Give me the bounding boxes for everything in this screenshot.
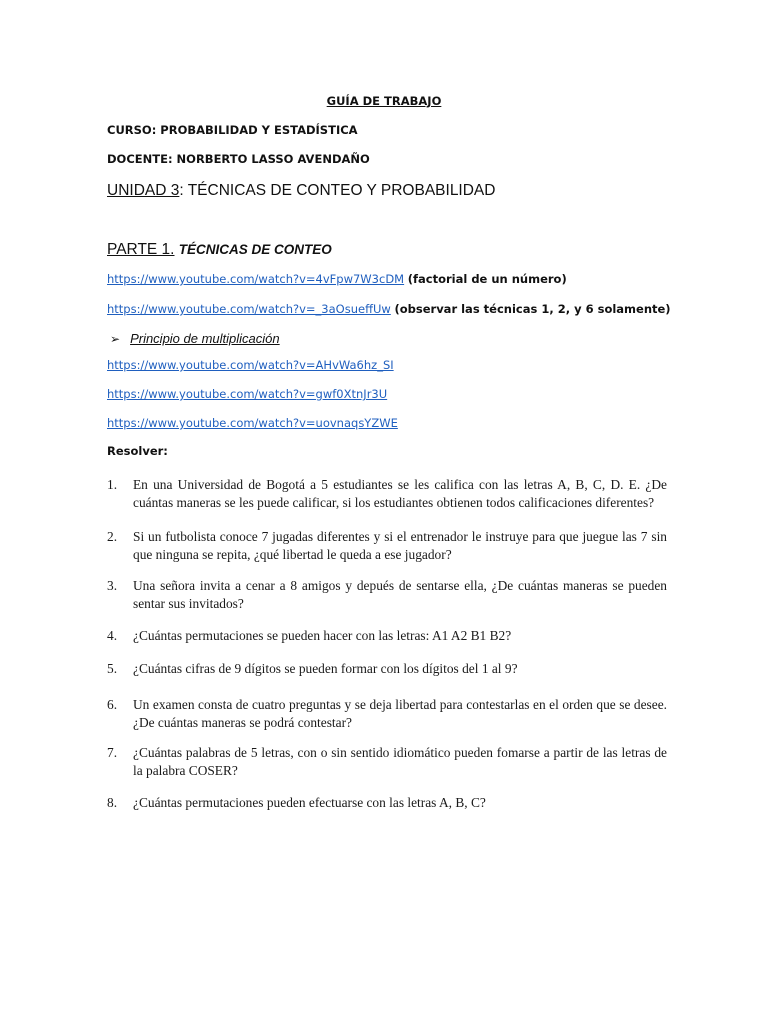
- item-text: ¿Cuántas permutaciones pueden efectuarse con las letras A, B, C?: [133, 795, 486, 810]
- resolver-label: Resolver:: [107, 444, 168, 458]
- youtube-link[interactable]: https://www.youtube.com/watch?v=gwf0XtnJr3U: [107, 387, 388, 401]
- link-line: [107, 272, 567, 286]
- list-item: [107, 476, 667, 512]
- list-item: [107, 528, 667, 564]
- list-item: [107, 696, 667, 732]
- link-line: [107, 302, 671, 316]
- item-number: 8.: [107, 795, 118, 810]
- youtube-link[interactable]: https://www.youtube.com/watch?v=4vFpw7W3cDM: [107, 272, 405, 286]
- youtube-link[interactable]: https://www.youtube.com/watch?v=_3aOsueffUw: [107, 302, 391, 316]
- link-line: [107, 358, 394, 372]
- document-title: GUÍA DE TRABAJO: [326, 94, 442, 108]
- item-text: Si un futbolista conoce 7 jugadas diferentes y si el entrenador le instruye para que juegue las 7 sin que ninguna se repita, ¿qué libertad le queda a ese jugador?: [133, 529, 667, 562]
- list-item: [107, 794, 667, 812]
- unit-number: UNIDAD 3: [107, 182, 180, 199]
- youtube-link[interactable]: https://www.youtube.com/watch?v=AHvWa6hz_SI: [107, 358, 394, 372]
- item-number: 5.: [107, 661, 118, 676]
- bullet-text: Principio de multiplicación: [130, 331, 280, 346]
- item-text: ¿Cuántas palabras de 5 letras, con o sin sentido idiomático pueden fomarse a partir de las letras de la palabra COSER?: [133, 745, 667, 778]
- list-item: [107, 744, 667, 780]
- part-number: PARTE 1.: [107, 241, 175, 258]
- link-note: (factorial de un número): [407, 272, 567, 286]
- course-line: CURSO: PROBABILIDAD Y ESTADÍSTICA: [107, 123, 358, 137]
- item-text: ¿Cuántas cifras de 9 dígitos se pueden formar con los dígitos del 1 al 9?: [133, 661, 518, 676]
- list-item: [107, 627, 667, 645]
- item-text: Una señora invita a cenar a 8 amigos y depués de sentarse ella, ¿De cuántas maneras se pueden sentar sus invitados?: [133, 578, 667, 611]
- unit-title: : TÉCNICAS DE CONTEO Y PROBABILIDAD: [179, 182, 496, 199]
- youtube-link[interactable]: https://www.youtube.com/watch?v=uovnaqsYZWE: [107, 416, 398, 430]
- link-line: [107, 416, 398, 430]
- item-number: 4.: [107, 628, 118, 643]
- unit-heading: [107, 182, 495, 200]
- item-number: 7.: [107, 745, 118, 760]
- item-number: 6.: [107, 697, 118, 712]
- link-note: (observar las técnicas 1, 2, y 6 solamente): [394, 302, 671, 316]
- list-item: [107, 577, 667, 613]
- arrow-bullet-icon: ➢: [110, 332, 121, 346]
- item-text: En una Universidad de Bogotá a 5 estudiantes se les califica con las letras A, B, C, D. E. ¿De cuántas maneras se les puede calificar, si los estudiantes obtienen todos calificaciones diferentes?: [133, 477, 667, 510]
- item-number: 2.: [107, 529, 118, 544]
- item-number: 3.: [107, 578, 118, 593]
- list-item: [107, 660, 667, 678]
- item-text: ¿Cuántas permutaciones se pueden hacer con las letras: A1 A2 B1 B2?: [133, 628, 512, 643]
- link-line: [107, 387, 387, 401]
- item-text: Un examen consta de cuatro preguntas y se deja libertad para contestarlas en el orden que se desee. ¿De cuántas maneras se podrá contestar?: [133, 697, 667, 730]
- teacher-line: DOCENTE: NORBERTO LASSO AVENDAÑO: [107, 152, 370, 166]
- part-heading: [107, 241, 332, 259]
- part-title: TÉCNICAS DE CONTEO: [178, 242, 332, 257]
- item-number: 1.: [107, 477, 118, 492]
- bullet-item: [110, 331, 280, 346]
